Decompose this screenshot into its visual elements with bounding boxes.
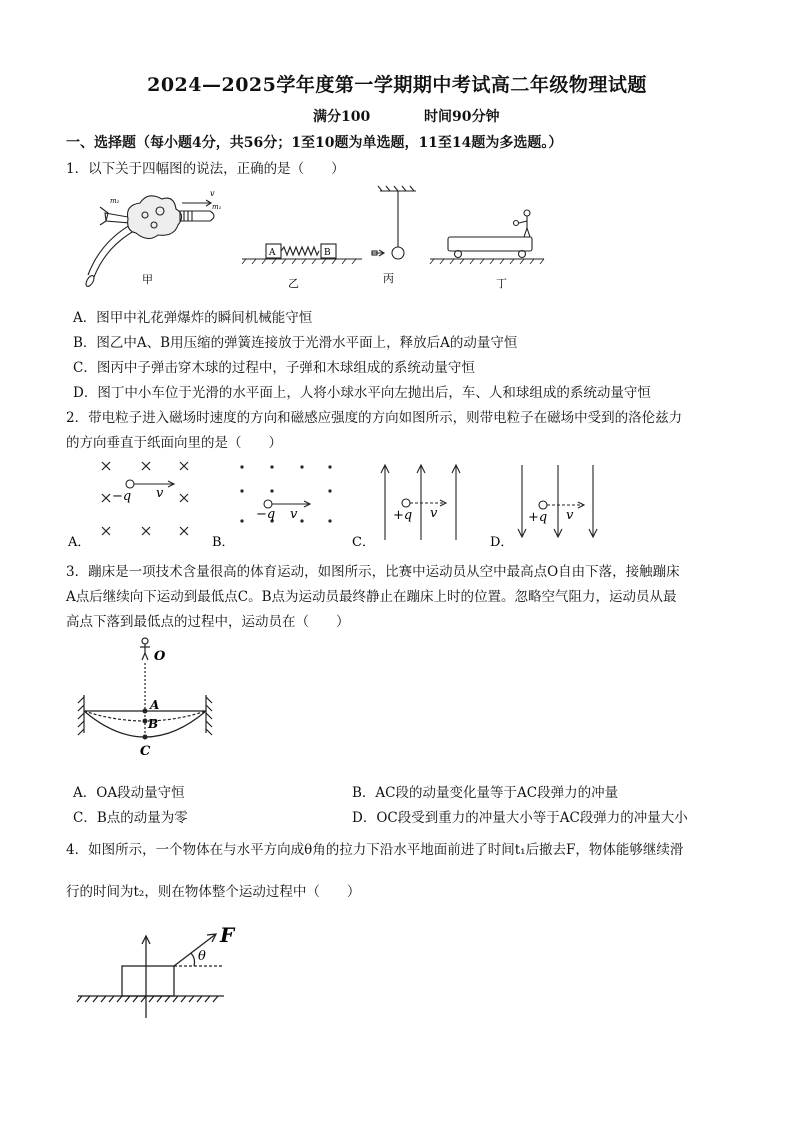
point-a: A <box>150 698 160 712</box>
q3-option-c: C．B点的动量为零 <box>73 810 188 826</box>
q2-stem-line1: 2．带电粒子进入磁场时速度的方向和磁感应强度的方向如图所示，则带电粒子在磁场中受到的洛伦兹力 <box>66 410 683 426</box>
v-d: v <box>566 508 574 523</box>
section-heading: 一、选择题（每小题4分，共56分；1至10题为单选题，11至14题为多选题。） <box>66 135 563 151</box>
fig-label-jia: 甲 <box>142 273 153 286</box>
trampoline-figure <box>70 633 220 773</box>
fig-pendulum <box>372 186 416 259</box>
charge-d: +q <box>528 510 548 525</box>
q1-figures <box>70 183 550 293</box>
field-out-of-page <box>240 465 331 522</box>
q1-option-b: B．图乙中A、B用压缩的弹簧连接放于光滑水平面上，释放后A的动量守恒 <box>73 335 518 351</box>
v-c: v <box>430 506 438 521</box>
option-letter-a: A． <box>68 535 91 550</box>
q1-option-c: C．图丙中子弹击穿木球的过程中，子弹和木球组成的系统动量守恒 <box>73 360 475 376</box>
option-letter-c: C． <box>352 535 375 550</box>
pull-force-figure <box>74 922 254 1027</box>
block-a-label: A <box>269 248 276 258</box>
q3-line3: 高点下落到最低点的过程中，运动员在（ ） <box>66 614 350 630</box>
block-b-label: B <box>324 248 331 258</box>
charge-c: +q <box>393 508 413 523</box>
point-o: O <box>154 649 166 664</box>
q3-line1: 3．蹦床是一项技术含量很高的体育运动，如图所示，比赛中运动员从空中最高点O自由下落，接触蹦床 <box>66 564 680 580</box>
option-letter-b: B． <box>212 535 235 550</box>
fig-label-yi: 乙 <box>288 277 299 290</box>
v-b: v <box>290 507 298 522</box>
q3-option-b: B．AC段的动量变化量等于AC段弹力的冲量 <box>352 785 619 801</box>
v-label: v <box>210 189 215 198</box>
fig-cart <box>430 210 544 264</box>
q3-option-d: D．OC段受到重力的冲量大小等于AC段弹力的冲量大小 <box>352 810 688 826</box>
q4-line2: 行的时间为t₂，则在物体整个运动过程中（ ） <box>66 884 361 900</box>
option-letter-d: D． <box>490 535 514 550</box>
q1-option-a: A．图甲中礼花弹爆炸的瞬间机械能守恒 <box>73 310 313 326</box>
point-b: B <box>148 717 159 731</box>
fig-label-bing: 丙 <box>383 272 394 285</box>
force-f: F <box>220 923 235 947</box>
m1-label: m₁ <box>212 203 222 211</box>
v-a: v <box>156 486 164 501</box>
q4-line1: 4．如图所示，一个物体在与水平方向成θ角的拉力下沿水平地面前进了时间t₁后撤去F，物体能够继续滑 <box>66 842 684 858</box>
q1-stem: 1．以下关于四幅图的说法，正确的是（ ） <box>66 161 345 177</box>
q3-option-a: A．OA段动量守恒 <box>73 785 185 801</box>
charge-b: −q <box>256 507 276 522</box>
fig-label-ding: 丁 <box>496 277 507 290</box>
fig-spring-blocks <box>242 244 362 264</box>
full-score: 满分100 <box>313 109 371 125</box>
field-upward <box>381 465 460 540</box>
q1-option-d: D．图丁中小车位于光滑的水平面上，人将小球水平向左抛出后，车、人和球组成的系统动量守恒 <box>73 385 651 401</box>
field-downward <box>518 465 597 537</box>
q2-stem-line2: 的方向垂直于纸面向里的是（ ） <box>66 435 282 451</box>
page-title: 2024—2025学年度第一学期期中考试高二年级物理试题 <box>147 74 647 96</box>
charge-a: −q <box>112 489 132 504</box>
q2-figures <box>66 455 626 550</box>
m2-label: m₂ <box>110 197 120 205</box>
exam-time: 时间90分钟 <box>424 109 500 125</box>
point-c: C <box>140 744 151 759</box>
q3-line2: A点后继续向下运动到最低点C。B点为运动员最终静止在蹦床上时的位置。忽略空气阻力，运动员从最 <box>66 589 677 605</box>
angle-theta: θ <box>198 949 206 964</box>
